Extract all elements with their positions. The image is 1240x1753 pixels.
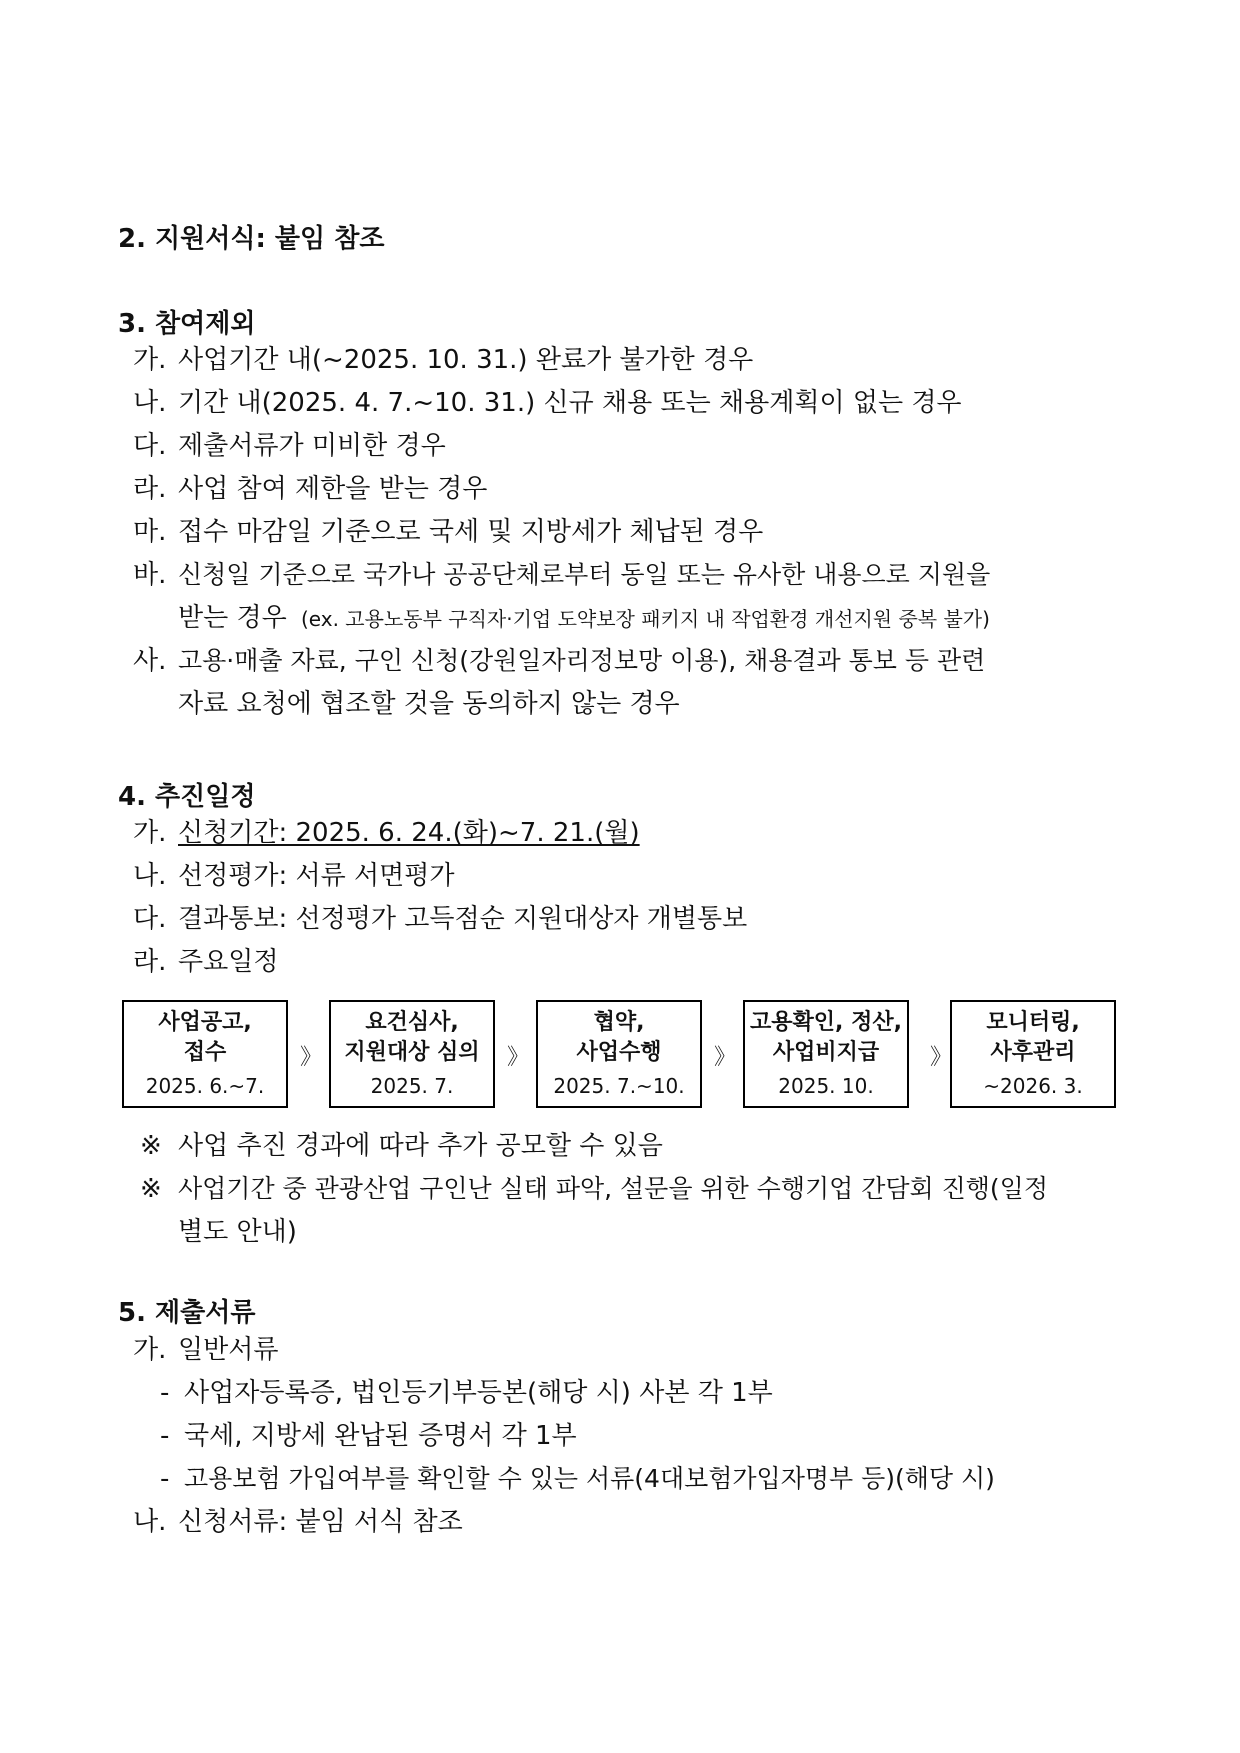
note-marker: ※ (140, 1174, 162, 1204)
note-text-line2: 별도 안내) (178, 1217, 297, 1247)
list-item: 국세, 지방세 완납된 증명서 각 1부 (184, 1421, 577, 1451)
step-date: 2025. 7. (370, 1074, 454, 1098)
step-title-line1: 요건심사, (365, 1010, 459, 1035)
list-item-line1: 신청일 기준으로 국가나 공공단체로부터 동일 또는 유사한 내용으로 지원을 (178, 560, 991, 589)
section-2-title: 2. 지원서식: 붙임 참조 (118, 224, 385, 254)
list-item: 기간 내(2025. 4. 7.~10. 31.) 신규 채용 또는 채용계획이 없는 경우 (178, 388, 962, 418)
flow-arrow-icon: 》 (930, 1045, 953, 1070)
note-marker: ※ (140, 1131, 162, 1161)
list-item: 고용보험 가입여부를 확인할 수 있는 서류(4대보험가입자명부 등)(해당 시) (184, 1464, 995, 1493)
schedule-step-3 (536, 1000, 702, 1108)
list-item: 신청서류: 붙임 서식 참조 (178, 1507, 463, 1537)
list-marker: 나. (133, 1507, 167, 1537)
list-marker: 라. (133, 947, 167, 977)
step-date: 2025. 7.~10. (553, 1074, 685, 1098)
flow-arrow-icon: 》 (507, 1045, 530, 1070)
list-marker: 가. (133, 1335, 167, 1365)
step-date: 2025. 10. (778, 1074, 874, 1098)
list-item-line1: 고용·매출 자료, 구인 신청(강원일자리정보망 이용), 채용결과 통보 등 관련 (178, 646, 986, 675)
dash-marker: - (160, 1378, 170, 1408)
list-marker: 다. (133, 431, 167, 461)
note-text-line1: 사업기간 중 관광산업 구인난 실태 파악, 설문을 위한 수행기업 간담회 진행(일정 (178, 1174, 1048, 1203)
list-marker: 나. (133, 861, 167, 891)
list-item: 결과통보: 선정평가 고득점순 지원대상자 개별통보 (178, 904, 748, 934)
list-marker: 마. (133, 517, 167, 547)
step-title-line2: 사후관리 (990, 1040, 1076, 1065)
step-date: ~2026. 3. (983, 1074, 1083, 1098)
step-title-line1: 사업공고, (158, 1010, 252, 1035)
list-marker: 바. (133, 560, 167, 590)
list-item: 주요일정 (178, 947, 279, 977)
dash-marker: - (160, 1464, 170, 1494)
list-marker: 사. (133, 646, 167, 676)
step-title-line1: 고용확인, 정산, (750, 1010, 902, 1035)
step-title-line2: 사업비지급 (772, 1040, 880, 1065)
list-marker: 라. (133, 474, 167, 504)
application-period: 신청기간: 2025. 6. 24.(화)~7. 21.(월) (178, 818, 640, 848)
list-marker: 가. (133, 818, 167, 848)
list-item: 접수 마감일 기준으로 국세 및 지방세가 체납된 경우 (178, 517, 764, 547)
list-item-line2: 자료 요청에 협조할 것을 동의하지 않는 경우 (178, 689, 680, 719)
list-item: 제출서류가 미비한 경우 (178, 431, 446, 461)
section-5-title: 5. 제출서류 (118, 1298, 256, 1328)
list-marker: 나. (133, 388, 167, 418)
step-title-line2: 접수 (183, 1040, 227, 1065)
list-item-line2 (178, 605, 990, 631)
dash-marker: - (160, 1421, 170, 1451)
schedule-step-4 (743, 1000, 909, 1108)
schedule-step-2 (329, 1000, 495, 1108)
list-item: 사업기간 내(~2025. 10. 31.) 완료가 불가한 경우 (178, 345, 754, 375)
list-item: 사업 참여 제한을 받는 경우 (178, 474, 488, 504)
section-4-title: 4. 추진일정 (118, 782, 256, 812)
schedule-step-1 (122, 1000, 288, 1108)
step-title-line2: 지원대상 심의 (344, 1040, 480, 1065)
step-date: 2025. 6.~7. (145, 1074, 265, 1098)
note-text: 사업 추진 경과에 따라 추가 공모할 수 있음 (178, 1131, 663, 1161)
section-3-title: 3. 참여제외 (118, 309, 256, 339)
step-title-line2: 사업수행 (576, 1040, 662, 1065)
list-item: 선정평가: 서류 서면평가 (178, 861, 455, 891)
step-title-line1: 모니터링, (986, 1010, 1080, 1035)
flow-arrow-icon: 》 (714, 1045, 737, 1070)
list-item-note: (ex. 고용노동부 구직자·기업 도약보장 패키지 내 작업환경 개선지원 중복 불가) (301, 607, 990, 631)
list-item: 일반서류 (178, 1335, 279, 1365)
list-item: 사업자등록증, 법인등기부등본(해당 시) 사본 각 1부 (184, 1378, 773, 1408)
flow-arrow-icon: 》 (300, 1045, 323, 1070)
list-marker: 가. (133, 345, 167, 375)
step-title-line1: 협약, (593, 1010, 645, 1035)
list-item-line2-text: 받는 경우 (178, 603, 287, 633)
list-marker: 다. (133, 904, 167, 934)
schedule-step-5 (950, 1000, 1116, 1108)
